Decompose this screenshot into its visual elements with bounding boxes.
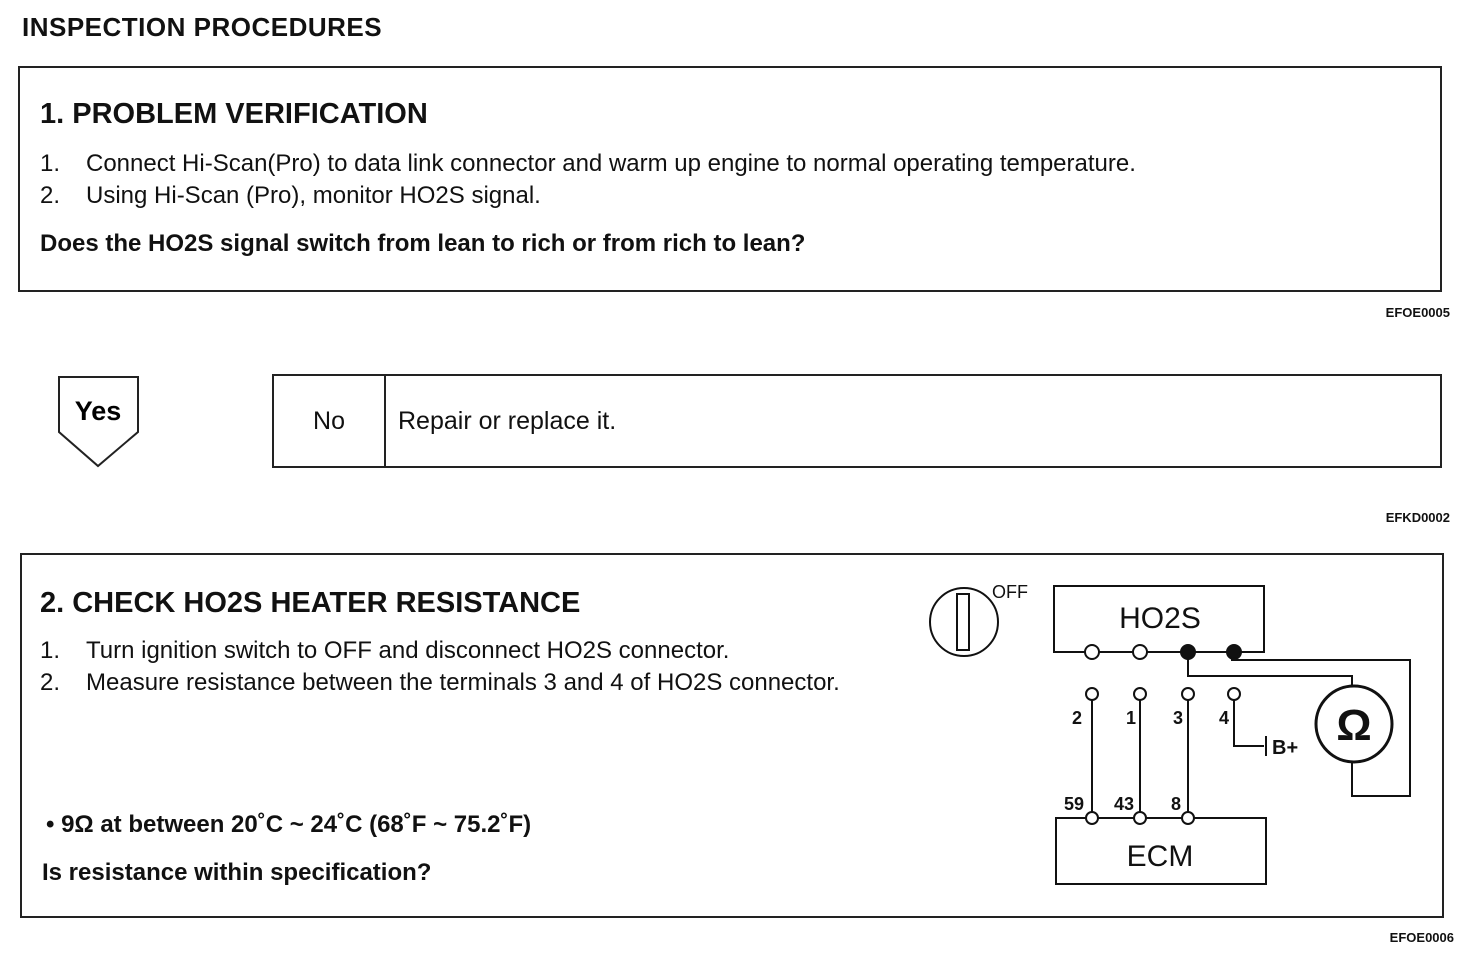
figure-code: EFOE0005	[1385, 305, 1450, 320]
ho2s-pin-open	[1085, 645, 1099, 659]
ecm-pin-label: 8	[1171, 794, 1182, 814]
step-text: Using Hi-Scan (Pro), monitor HO2S signal.	[86, 182, 541, 209]
resistance-spec: • 9Ω at between 20˚C ~ 24˚C (68˚F ~ 75.2˚F)	[46, 811, 532, 838]
step-number: 2.	[40, 669, 61, 696]
ecm-pin-label: 59	[1064, 794, 1085, 814]
battery-label: B+	[1272, 737, 1299, 759]
connector-pin	[1182, 688, 1194, 700]
figure-code: EFKD0002	[1385, 510, 1450, 525]
step-text: Measure resistance between the terminals 3 and 4 of HO2S connector.	[86, 669, 840, 696]
no-label: No	[274, 376, 386, 466]
ho2s-pin-open	[1133, 645, 1147, 659]
step-text: Connect Hi-Scan(Pro) to data link connector and warm up engine to normal operating temperature.	[86, 150, 1136, 177]
ecm-pin	[1182, 812, 1194, 824]
verification-question: Does the HO2S signal switch from lean to rich or from rich to lean?	[40, 230, 806, 257]
ecm-pin	[1134, 812, 1146, 824]
ho2s-pin-probed	[1181, 645, 1195, 659]
ohm-lead-b	[1232, 652, 1410, 796]
connector-pin	[1134, 688, 1146, 700]
step-number: 2.	[40, 182, 61, 209]
yes-label: Yes	[74, 396, 122, 426]
resistance-question: Is resistance within specification?	[42, 859, 432, 886]
terminal-label: 1	[1126, 708, 1137, 728]
no-action: Repair or replace it.	[398, 406, 617, 435]
ecm-label: ECM	[1126, 840, 1194, 873]
section-title: 2. CHECK HO2S HEATER RESISTANCE	[40, 587, 581, 619]
ho2s-pin-probed	[1227, 645, 1241, 659]
ecm-pin	[1086, 812, 1098, 824]
ohm-lead-a	[1188, 652, 1352, 686]
connector-pin	[1228, 688, 1240, 700]
ohm-symbol: Ω	[1336, 701, 1372, 750]
switch-off-label: OFF	[992, 582, 1028, 602]
step-number: 1.	[40, 637, 61, 664]
terminal-label: 4	[1219, 708, 1230, 728]
step-number: 1.	[40, 150, 61, 177]
step-text: Turn ignition switch to OFF and disconnect HO2S connector.	[86, 637, 730, 664]
terminal-label: 3	[1173, 708, 1184, 728]
figure-code: EFOE0006	[1389, 930, 1454, 945]
ho2s-label: HO2S	[1119, 602, 1201, 635]
wire-4-battery	[1234, 700, 1264, 746]
page-title: INSPECTION PROCEDURES	[22, 12, 383, 42]
connector-pin	[1086, 688, 1098, 700]
terminal-label: 2	[1072, 708, 1083, 728]
section-title: 1. PROBLEM VERIFICATION	[40, 98, 428, 130]
ecm-pin-label: 43	[1114, 794, 1135, 814]
ignition-key-slot	[957, 594, 969, 650]
